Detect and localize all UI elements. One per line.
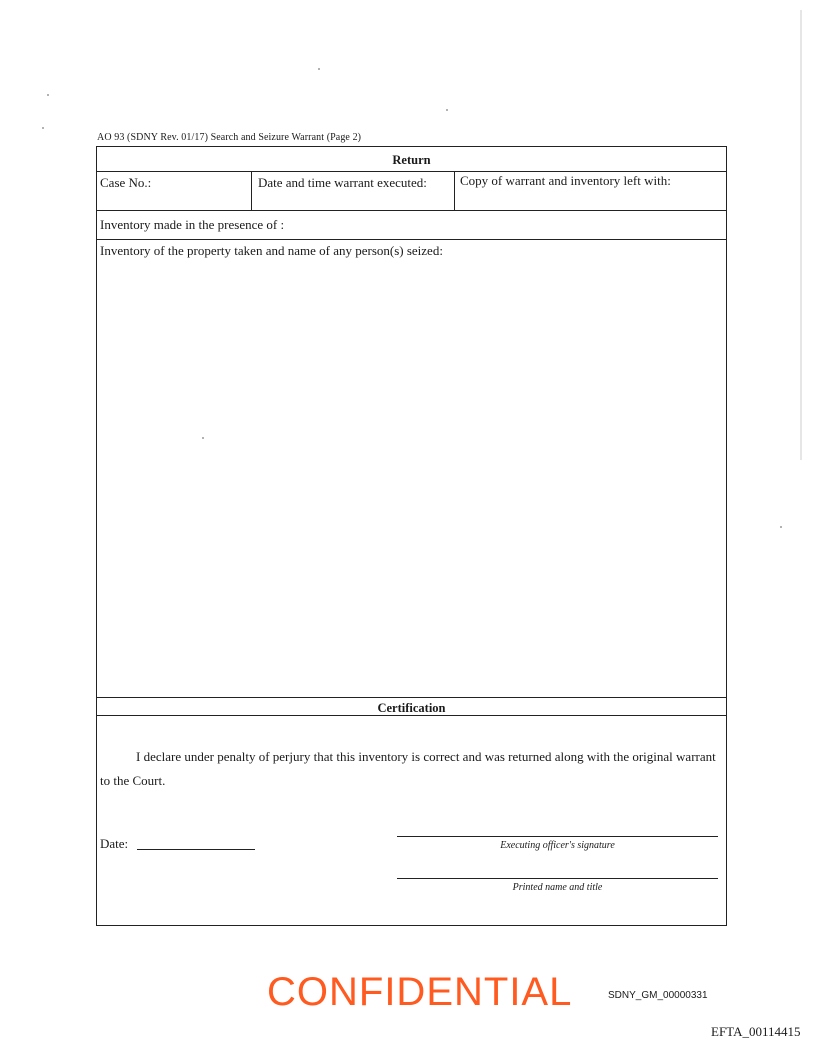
form-identifier: AO 93 (SDNY Rev. 01/17) Search and Seizure Warrant (Page 2) xyxy=(97,132,362,143)
cell-divider xyxy=(454,171,455,210)
efta-number: EFTA_00114415 xyxy=(711,1024,801,1039)
date-line xyxy=(137,849,255,850)
printed-name-line xyxy=(397,878,718,879)
bates-number: SDNY_GM_00000331 xyxy=(608,990,708,1001)
signature-caption: Executing officer's signature xyxy=(500,840,615,851)
scan-speck xyxy=(446,109,448,111)
certification-title: Certification xyxy=(377,701,446,715)
inventory-label: Inventory of the property taken and name of any person(s) seized: xyxy=(100,243,443,258)
divider xyxy=(97,715,726,716)
divider xyxy=(97,171,726,172)
confidential-stamp: CONFIDENTIAL xyxy=(267,970,573,1014)
presence-label: Inventory made in the presence of : xyxy=(100,217,285,232)
scan-speck xyxy=(318,68,320,70)
printed-name-caption: Printed name and title xyxy=(512,882,603,893)
scan-speck xyxy=(780,526,782,528)
signature-line xyxy=(397,836,718,837)
date-label: Date: xyxy=(100,836,129,851)
return-title: Return xyxy=(392,153,431,167)
warrant-return-form xyxy=(96,146,727,926)
copy-left-with-label: Copy of warrant and inventory left with: xyxy=(460,173,671,188)
certification-declaration: I declare under penalty of perjury that this inventory is correct and was returned along with the original warrant to the Court. xyxy=(100,749,716,788)
scan-speck xyxy=(42,127,44,129)
case-no-label: Case No.: xyxy=(100,175,152,190)
divider xyxy=(97,210,726,211)
cell-divider xyxy=(251,171,252,210)
date-time-executed-label: Date and time warrant executed: xyxy=(258,175,427,190)
divider xyxy=(97,697,726,698)
divider xyxy=(97,239,726,240)
scan-edge-shadow xyxy=(800,10,802,460)
scan-speck xyxy=(47,94,49,96)
